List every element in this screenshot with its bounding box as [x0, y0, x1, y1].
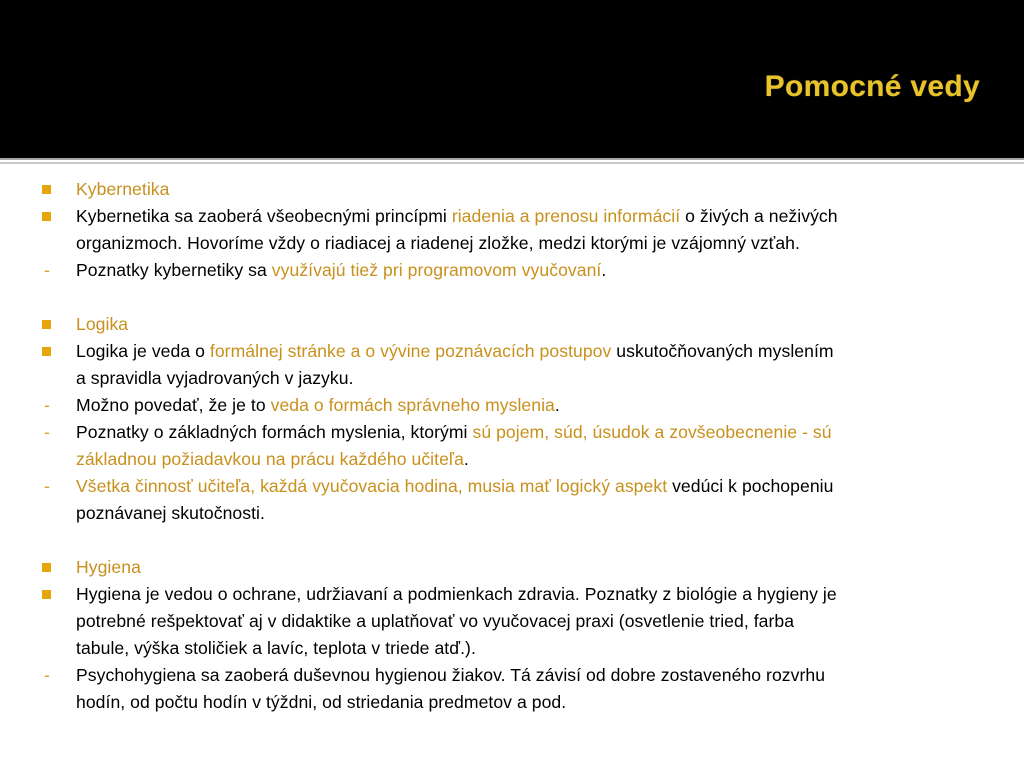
- list-item: - Psychohygiena sa zaoberá duševnou hygienou žiakov. Tá závisí od dobre zostaveného rozvrhu: [44, 665, 826, 685]
- text-segment: a spravidla vyjadrovaných v jazyku.: [76, 368, 354, 388]
- text-segment: Logika je veda o: [76, 341, 210, 361]
- slide-header-band: [0, 0, 1024, 158]
- list-item-continuation: [0, 365, 998, 392]
- text-segment: poznávanej skutočnosti.: [76, 503, 265, 523]
- text-segment-accent: veda o formách správneho myslenia: [270, 395, 555, 415]
- list-item-continuation: [0, 230, 998, 257]
- text-segment: Poznatky o základných formách myslenia, ktorými: [76, 422, 473, 442]
- text-segment: Možno povedať, že je to: [76, 395, 271, 415]
- text-segment: potrebné rešpektovať aj v didaktike a uplatňovať vo vyučovacej praxi (osvetlenie tried, farba: [76, 611, 795, 631]
- text-segment: Kybernetika sa zaoberá všeobecnými princípmi: [76, 206, 452, 226]
- text-segment-accent: Všetka činnosť učiteľa, každá vyučovacia hodina, musia mať logický aspekt: [76, 476, 668, 496]
- paragraph-spacer: [0, 284, 998, 311]
- page-title: Pomocné vedy: [764, 70, 980, 103]
- divider-line-bottom: [0, 162, 1024, 164]
- text-segment-accent: sú pojem, súd, úsudok a zovšeobecnenie - sú: [472, 422, 832, 442]
- slide-body: [0, 176, 1024, 767]
- text-segment-accent: riadenia a prenosu informácií: [451, 206, 681, 226]
- list-item-continuation: [0, 608, 998, 635]
- list-item: - Poznatky kybernetiky sa využívajú tiež pri programovom vyučovaní.: [44, 260, 607, 280]
- text-segment: .: [601, 260, 607, 280]
- list-item: - Všetka činnosť učiteľa, každá vyučovacia hodina, musia mať logický aspekt vedúci k pochopeniu: [44, 476, 834, 496]
- text-segment: o živých a neživých: [680, 206, 838, 226]
- list-item-continuation: [0, 446, 998, 473]
- list-item: [0, 338, 998, 365]
- list-item-continuation: [0, 689, 998, 716]
- text-segment: Psychohygiena sa zaoberá duševnou hygienou žiakov. Tá závisí od dobre zostaveného rozvrhu: [76, 665, 826, 685]
- list-item-label: Kybernetika: [76, 179, 170, 199]
- text-segment: tabule, výška stoličiek a lavíc, teplota v triede atď.).: [76, 638, 476, 658]
- list-item: [0, 203, 998, 230]
- text-segment: Poznatky kybernetiky sa: [76, 260, 272, 280]
- text-segment-accent: základnou požiadavkou na prácu každého učiteľa: [76, 449, 464, 469]
- list-item: [0, 581, 998, 608]
- text-segment: organizmoch. Hovoríme vždy o riadiacej a riadenej zložke, medzi ktorými je vzájomný vzťah.: [76, 233, 800, 253]
- list-item: - Možno povedať, že je to veda o formách správneho myslenia.: [44, 395, 560, 415]
- list-item: [0, 311, 998, 338]
- list-item: - Poznatky o základných formách myslenia, ktorými sú pojem, súd, úsudok a zovšeobecnenie - sú: [44, 422, 832, 442]
- list-item-label: Hygiena: [76, 557, 141, 577]
- text-segment: vedúci k pochopeniu: [667, 476, 834, 496]
- text-segment: .: [554, 395, 560, 415]
- list-item: [0, 176, 998, 203]
- text-segment-accent: formálnej stránke a o vývine poznávacích postupov: [209, 341, 612, 361]
- header-divider: [0, 158, 1024, 167]
- list-item: [0, 554, 998, 581]
- list-item-continuation: [0, 635, 998, 662]
- list-item-label: Logika: [76, 314, 129, 334]
- list-item-continuation: [0, 500, 998, 527]
- text-segment: Hygiena je vedou o ochrane, udržiavaní a podmienkach zdravia. Poznatky z biológie a hygieny je: [76, 584, 837, 604]
- text-segment: hodín, od počtu hodín v týždni, od striedania predmetov a pod.: [76, 692, 567, 712]
- text-segment-accent: využívajú tiež pri programovom vyučovaní: [271, 260, 602, 280]
- paragraph-spacer: [0, 527, 998, 554]
- text-segment: uskutočňovaných myslením: [611, 341, 834, 361]
- text-segment: .: [463, 449, 469, 469]
